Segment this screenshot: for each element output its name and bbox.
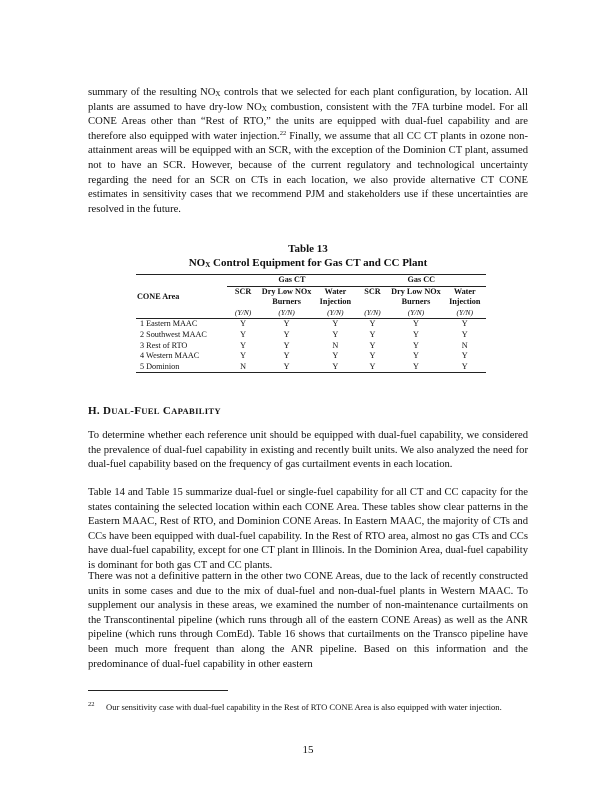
table-units-row [136, 308, 486, 319]
table-row [136, 362, 486, 373]
table-caption-number: Table 13 [288, 243, 328, 255]
row-area-name: 4 Western MAAC [140, 351, 200, 361]
table-cell: Y [369, 329, 376, 339]
table-cell: Y [259, 362, 314, 373]
column-header-ct-water-injection: Water Injection [319, 286, 352, 307]
table-row [136, 351, 486, 362]
table-cell: Y [461, 319, 468, 329]
footnote-reference[interactable]: 22 [279, 129, 287, 137]
column-header-ct-dry-low-nox: Dry Low NOx Burners [261, 286, 312, 307]
table-cell: Y [413, 340, 419, 350]
footnote-divider [88, 690, 228, 691]
table-cell: Y [369, 319, 376, 329]
table-cell: Y [388, 362, 443, 373]
nox-control-table [136, 274, 486, 373]
group-header-gas-ct: Gas CT [227, 275, 356, 287]
table-cell: Y [240, 329, 247, 339]
table-cell: Y [461, 329, 468, 339]
column-header-cc-dry-low-nox: Dry Low NOx Burners [391, 286, 441, 307]
page-number: 15 [302, 744, 314, 756]
table-cell: Y [240, 351, 247, 361]
table-cell: Y [240, 319, 247, 329]
unit-label: (Y/N) [259, 308, 314, 319]
footnote [88, 702, 528, 714]
table-row [136, 341, 486, 352]
table-cell: Y [413, 351, 419, 361]
column-header-ct-scr: SCR [234, 286, 252, 296]
table-column-header-row [136, 286, 486, 308]
table-cell: Y [357, 362, 389, 373]
table-cell: Y [369, 340, 376, 350]
table-cell: Y [332, 319, 339, 329]
table-cell: Y [283, 351, 290, 361]
group-header-gas-cc: Gas CC [357, 275, 486, 287]
unit-label: (Y/N) [314, 308, 356, 319]
footnote-mark: 22 [88, 701, 95, 708]
table-cell: Y [283, 319, 290, 329]
paragraph-table-summary: Table 14 and Table 15 summarize dual-fuel or single-fuel capability for all CT and CC capacity for the states containing the selected location within each CONE Area. These tables show clear patterns in the Eastern MAAC, Rest of RTO, and Dominion CONE Areas. In Eastern MAAC, the majority of CTs and CCs have been equipped with dual-fuel capability. In the Rest of RTO area, almost no gas CTs and CCs have dual-fuel capability, except for one CT plant in Illinois. In the Dominion Area, dual-fuel capability is dominant for both gas CT and CC plants. [88, 487, 528, 571]
table-cell: Y [240, 340, 247, 350]
table-cell: Y [314, 362, 356, 373]
table-row [136, 330, 486, 341]
row-area-name: 5 Dominion [136, 362, 227, 373]
table-group-header-row [136, 275, 486, 287]
row-area-name: 2 Southwest MAAC [140, 329, 207, 339]
table-cell: Y [413, 319, 419, 329]
table-cell: N [227, 362, 259, 373]
table-cell: Y [369, 351, 376, 361]
table-cell: Y [332, 329, 339, 339]
unit-label: (Y/N) [388, 308, 443, 319]
row-area-name: 1 Eastern MAAC [140, 319, 198, 329]
table-cell: Y [283, 329, 290, 339]
table-caption-title: $NO_X$ Control Equipment for Gas CT and CC Plant [188, 257, 428, 269]
column-header-cc-scr: SCR [364, 286, 381, 296]
unit-label: (Y/N) [227, 308, 259, 319]
paragraph-pipeline-analysis: There was not a definitive pattern in the other two CONE Areas, due to the lack of recently constructed units in some cases and due to the mix of dual-fuel and non-dual-fuel plants in Western MAAC. To supplement our analysis in these areas, we examined the number of non-maintenance curtailments on the Transcontinental pipeline (which runs through all of the eastern CONE Areas) as well as the ANR pipeline (which runs through ComEd). Table 16 shows that curtailments on the Transco pipeline have been much more frequent than along the ANR pipeline. Based on this information and the predominance of dual-fuel capability in other eastern [88, 571, 528, 670]
footnote-text: Our sensitivity case with dual-fuel capability in the Rest of RTO CONE Area is also equipped with water injection. [106, 702, 502, 712]
table-cell: Y [332, 351, 339, 361]
table-cell: N [461, 340, 468, 350]
table-cell: Y [413, 329, 419, 339]
section-heading-dual-fuel: H. DUAL-FUEL CAPABILITY [88, 405, 221, 417]
column-header-cone-area: CONE Area [137, 291, 180, 301]
unit-label: (Y/N) [357, 308, 389, 319]
table-cell: Y [444, 362, 486, 373]
table-row [136, 319, 486, 330]
table-cell: Y [283, 340, 290, 350]
unit-label: (Y/N) [444, 308, 486, 319]
paragraph-nox-summary: summary of the resulting $NO_X$ controls that we selected for each plant configuration, by location. All plants are assumed to have dry-low $NO_X$ combustion, consistent with the 7FA turbine model. For all CONE Areas other than “Rest of RTO,” the units are equipped with dual-fuel capability and are therefore also equipped with water injection.$^{22}$ Finally, we assume that all CC CT plants in ozone non-attainment areas will be equipped with an SCR, with the exception of the Dominion CT plant, assumed not to have an SCR. However, because of the current regulatory and technological uncertainty regarding the need for an SCR on CTs in each location, we also provide alternative CT CONE estimates in sensitivity cases that we recommend PJM and stakeholders use if these uncertainties are resolved in the future. [88, 87, 529, 215]
table-cell: N [332, 340, 339, 350]
column-header-cc-water-injection: Water Injection [449, 286, 481, 307]
row-area-name: 3 Rest of RTO [140, 340, 188, 350]
paragraph-dual-fuel-intro: To determine whether each reference unit should be equipped with dual-fuel capability, we considered the prevalence of dual-fuel capability in existing and recently built units. We also analyzed the need for dual-fuel capability based on the frequency of gas curtailment events in each location. [88, 430, 528, 471]
table-cell: Y [461, 351, 468, 361]
